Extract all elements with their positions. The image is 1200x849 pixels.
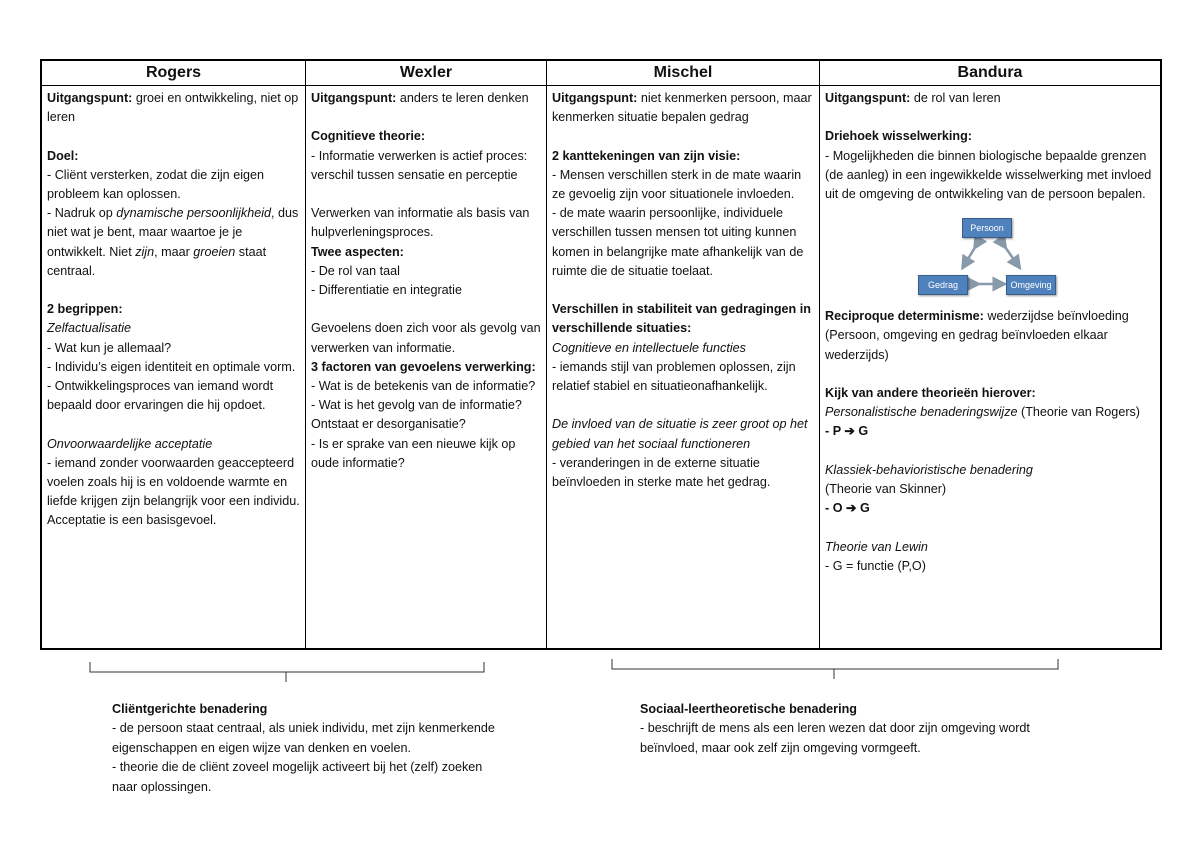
text: (Persoon, omgeving en gedrag beïnvloeden elkaar wederzijds) [825,328,1108,362]
header-bandura: Bandura [820,61,1160,86]
label-driehoek: Driehoek wisselwerking: [825,129,972,144]
text: (Theorie van Rogers) [1017,405,1141,420]
body-bandura [820,86,1160,648]
text: - Wat is het gevolg van de informatie? Ontstaat er desorganisatie? [311,398,522,432]
brace-right [610,657,1062,681]
body-mischel [547,86,819,648]
header-rogers: Rogers [42,61,305,86]
text: - de mate waarin persoonlijke, individuele verschillen tussen mensen tot uiting kunnen komen in belangrijke mate afhankelijk van de ruimte die de situatie toelaat. [552,206,804,278]
text: Gevoelens doen zich voor als gevolg van verwerken van informatie. [311,321,541,355]
text: wederzijdse beïnvloeding [983,309,1129,324]
term-zelfactualisatie: Zelfactualisatie [47,321,131,336]
label-uitgangspunt: Uitgangspunt: [552,91,638,105]
header-mischel: Mischel [547,61,819,86]
term-invloed-situatie: De invloed van de situatie is zeer groot op het gebied van het sociaal functioneren [552,417,808,451]
text: groeien [193,244,236,259]
text: - iemands stijl van problemen oplossen, zijn relatief stabiel en situatieonafhankelijk. [552,359,796,394]
column-bandura [820,61,1160,648]
arrow-right-icon: ➔ [846,501,857,516]
text: staat centraal. [47,244,267,278]
text: dynamische persoonlijkheid [116,206,272,221]
text: zijn [135,244,155,259]
arrow-right-icon: ➔ [844,424,855,439]
comparison-table [40,59,1162,650]
text: anders te leren denken [396,91,529,105]
text: G [856,501,870,516]
column-wexler [306,61,547,648]
text: - de persoon staat centraal, als uniek individu, met zijn kenmerkende eigenschappen en eigen wijze van denken en voelen. [112,721,495,755]
text: - Is er sprake van een nieuwe kijk op oude informatie? [311,436,516,470]
text: - Mensen verschillen sterk in de mate waarin ze gevoelig zijn voor situationele invloeden. [552,167,802,201]
term-personalistisch: Personalistische benaderingswijze [825,405,1018,420]
label-begrippen: 2 begrippen: [47,302,123,317]
term-cognitieve-functies: Cognitieve en intellectuele functies [552,340,746,355]
label-verschillen: Verschillen in stabiliteit van gedragingen in verschillende situaties: [552,302,811,336]
term-klassiek: Klassiek-behavioristische benadering [825,462,1033,477]
column-mischel [547,61,820,648]
text: (Theorie van Skinner) [825,482,947,496]
text: de rol van leren [910,91,1001,105]
text: - P [825,424,845,439]
arrow-persoon-omgeving [1003,244,1017,264]
text: - Nadruk op [47,206,117,221]
text: - Cliënt versterken, zodat die zijn eigen probleem kan oplossen. [47,167,265,201]
text: - theorie die de cliënt zoveel mogelijk activeert bij het (zelf) zoeken naar oplossingen. [112,760,483,794]
text: Verwerken van informatie als basis van hulpverleningsproces. [311,206,530,240]
label-cognitieve-theorie: Cognitieve theorie: [311,129,426,144]
box-persoon: Persoon [962,218,1012,238]
text: - De rol van taal [311,263,400,278]
text: - Mogelijkheden die binnen biologische bepaalde grenzen (de aanleg) in een ingewikkelde wisselwerking met invloed uit de omgeving de ontwikkeling van de persoon bepalen. [825,148,1152,201]
box-gedrag: Gedrag [918,275,968,295]
triangle-diagram [825,208,1155,303]
text: G [854,424,869,439]
brace-left [88,660,488,684]
label-uitgangspunt: Uitgangspunt: [311,91,397,105]
footer-clientgericht [112,700,507,797]
text: - veranderingen in de externe situatie beïnvloeden in sterke mate het gedrag. [552,455,771,490]
header-wexler: Wexler [306,61,546,86]
term-lewin: Theorie van Lewin [825,539,928,554]
label-uitgangspunt: Uitgangspunt: [825,91,911,105]
text: - Wat kun je allemaal? [47,340,172,355]
label-kanttekeningen: 2 kanttekeningen van zijn visie: [552,148,741,163]
text: - beschrijft de mens als een leren wezen dat door zijn omgeving wordt beïnvloed, maar ook zelf zijn omgeving vormgeeft. [640,721,1030,755]
text: - Informatie verwerken is actief proces: verschil tussen sensatie en perceptie [311,148,528,182]
column-rogers [42,61,306,648]
text: - iemand zonder voorwaarden geaccepteerd voelen zoals hij is en voldoende warmte en liefde krijgen zijn belangrijk voor een individu. Acceptatie is een basisgevoel. [47,455,300,528]
label-uitgangspunt: Uitgangspunt: [47,91,133,105]
footer-sociaal-leertheoretisch [640,700,1060,758]
footer-title: Sociaal-leertheoretische benadering [640,702,857,716]
text: groei en ontwikkeling, niet op leren [47,91,299,125]
text: - Individu’s eigen identiteit en optimale vorm. [47,359,296,374]
label-twee-aspecten: Twee aspecten: [311,244,404,259]
text: - G = functie (P,O) [825,558,926,573]
box-omgeving: Omgeving [1006,275,1056,295]
term-acceptatie: Onvoorwaardelijke acceptatie [47,436,213,451]
body-wexler [306,86,546,648]
label-kijk: Kijk van andere theorieën hierover: [825,386,1036,400]
label-reciproque: Reciproque determinisme: [825,309,984,324]
text: , maar [154,244,194,259]
text: - Differentiatie en integratie [311,283,462,297]
text: , dus niet wat je bent, maar waartoe je je ontwikkelt. Niet [47,206,299,259]
body-rogers [42,86,305,648]
arrow-persoon-gedrag [965,244,977,264]
label-doel: Doel: [47,148,79,163]
footer-title: Cliëntgerichte benadering [112,702,268,716]
text: - O [825,501,846,516]
label-drie-factoren: 3 factoren van gevoelens verwerking: [311,359,536,374]
text: niet kenmerken persoon, maar kenmerken situatie bepalen gedrag [552,91,812,125]
text: - Wat is de betekenis van de informatie? [311,379,536,393]
text: - Ontwikkelingsproces van iemand wordt bepaald door ervaringen die hij opdoet. [47,379,274,413]
